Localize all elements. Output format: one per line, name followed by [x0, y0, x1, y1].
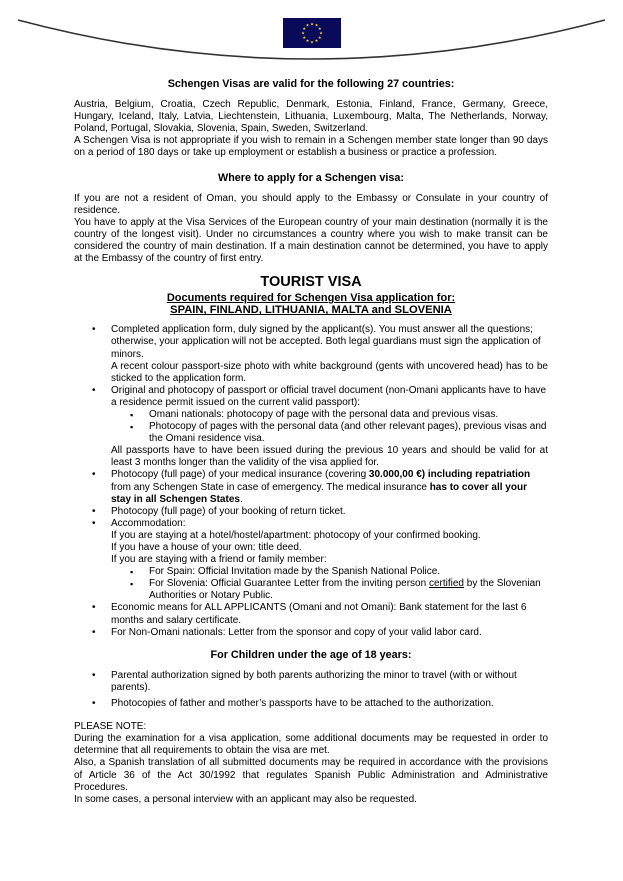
paragraph: In some cases, a personal interview with an applicant may also be requested. [74, 793, 417, 805]
list-item: • Completed application form, duly signed by the applicant(s). You must answer all the questions; otherwise, your application will not be accepted. Both legal guardians must sign the application of minors. A recent colour passport-size photo with white background (gents with uncovered head) has to be sticked to the application form. [74, 324, 548, 384]
children-requirements-list [74, 670, 548, 710]
svg-text:★: ★ [301, 30, 305, 36]
svg-text:★: ★ [305, 22, 310, 28]
list-item: • Photocopy (full page) of your booking of return ticket. [74, 506, 548, 518]
list-item: • Photocopies of father and mother’s passports have to be attached to the authorization. [74, 698, 548, 710]
section-where-to-apply [74, 172, 548, 266]
sub-list [111, 409, 548, 445]
countries-heading: SPAIN, FINLAND, LITHUANIA, MALTA and SLOVENIA [170, 304, 452, 317]
svg-text:★: ★ [302, 34, 307, 40]
list-item: • Accommodation: If you are staying at a hotel/hostel/apartment: photocopy of your confirmed booking. If you have a house of your own: title deed. If you are staying with a friend or family member: ▪ For Spain: Official Invitation made by the Spanish National Police. ▪ For Slovenia: Official Guarantee Letter from the inviting person certified by the Slovenian Authorities or Notary Public. [74, 518, 548, 603]
note-title: PLEASE NOTE: [74, 721, 147, 733]
requirements-list [74, 324, 548, 638]
sub-list-item: ▪ For Spain: Official Invitation made by the Spanish National Police. [111, 566, 548, 578]
paragraph: Also, a Spanish translation of all submitted documents may be required in accordance with the provisions of Article 36 of the Act 30/1992 that regulates Spanish Public Administration and Administrative Procedures. [74, 757, 548, 793]
countries-list: Austria, Belgium, Croatia, Czech Republic, Denmark, Estonia, Finland, France, Germany, Greece, Hungary, Iceland, Italy, Latvia, Liechtenstein, Lithuania, Luxembourg, Malta, The Netherlands, Norway, Poland, Portugal, Slovakia, Slovenia, Spain, Sweden, Switzerland. [74, 99, 548, 135]
svg-text:★: ★ [302, 25, 307, 31]
list-item-note: All passports have to have been issued during the previous 10 years and should be valid for at least 3 months longer than the validity of the visa applied for. [111, 445, 548, 469]
list-item-note: A recent colour passport-size photo with white background (gents with uncovered head) has to be sticked to the application form. [111, 360, 548, 384]
eu-flag-icon [283, 18, 341, 48]
document-body [74, 78, 548, 806]
svg-text:★: ★ [314, 38, 319, 44]
section-heading: Where to apply for a Schengen visa: [218, 171, 404, 184]
sub-list [111, 566, 548, 602]
svg-text:★: ★ [314, 22, 319, 28]
section-heading: For Children under the age of 18 years: [210, 648, 412, 661]
list-item: • Original and photocopy of passport or official travel document (non-Omani applicants have to have a residence permit issued on the current valid passport): ▪ Omani nationals: photocopy of page with the personal data and previous visas. ▪ Photocopy of pages with the personal data (and other relevant pages), previous visas and the Omani residence visa. All passports have to have been issued during the previous 10 years and should be valid for at least 3 months longer than the validity of the visa applied for. [74, 385, 548, 470]
paragraph: If you are not a resident of Oman, you should apply to the Embassy or Consulate in your country of residence. [74, 192, 548, 216]
paragraph: You have to apply at the Visa Services of the European country of your main destination (normally it is the country of the longest visit). Under no circumstances a country where you wish to make transit can be considered the country of main destination. If a main destination cannot be determined, you have to apply at the Embassy of the country of first entry. [74, 216, 548, 265]
sub-list-item: ▪ For Slovenia: Official Guarantee Letter from the inviting person certified by the Slovenian Authorities or Notary Public. [111, 578, 548, 602]
svg-text:★: ★ [317, 34, 322, 40]
please-note-section [74, 721, 548, 806]
paragraph: During the examination for a visa application, some additional documents may be requested in order to determine that all requirements to obtain the visa are met. [74, 733, 548, 757]
page-title: TOURIST VISA [260, 274, 362, 291]
svg-text:★: ★ [310, 21, 314, 27]
list-item: • Economic means for ALL APPLICANTS (Omani and not Omani): Bank statement for the last 6 months and salary certificate. [74, 602, 548, 626]
list-item: • For Non-Omani nationals: Letter from the sponsor and copy of your valid labor card. [74, 627, 548, 639]
svg-text:★: ★ [317, 25, 322, 31]
schengen-note: A Schengen Visa is not appropriate if you wish to remain in a Schengen member state longer than 90 days on a period of 180 days or take up employment or establish a business or practice a profession. [74, 135, 548, 159]
section-valid-countries [74, 78, 548, 160]
section-heading: Schengen Visas are valid for the following 27 countries: [167, 78, 455, 90]
svg-text:★: ★ [305, 38, 310, 44]
sub-list-item: ▪ Photocopy of pages with the personal data (and other relevant pages), previous visas and the Omani residence visa. [111, 421, 548, 445]
list-item: • Photocopy (full page) of your medical insurance (covering 30.000,00 €) including repatriation from any Schengen State in case of emergency. The medical insurance has to cover all your stay in all Schengen States. [74, 469, 548, 505]
sub-list-item: ▪ Omani nationals: photocopy of page with the personal data and previous visas. [111, 409, 548, 421]
list-item: • Parental authorization signed by both parents authorizing the minor to travel (with or without parents). [74, 670, 548, 694]
svg-text:★: ★ [310, 39, 314, 45]
documents-heading: Documents required for Schengen Visa application for: [166, 292, 456, 305]
svg-text:★: ★ [319, 30, 323, 36]
